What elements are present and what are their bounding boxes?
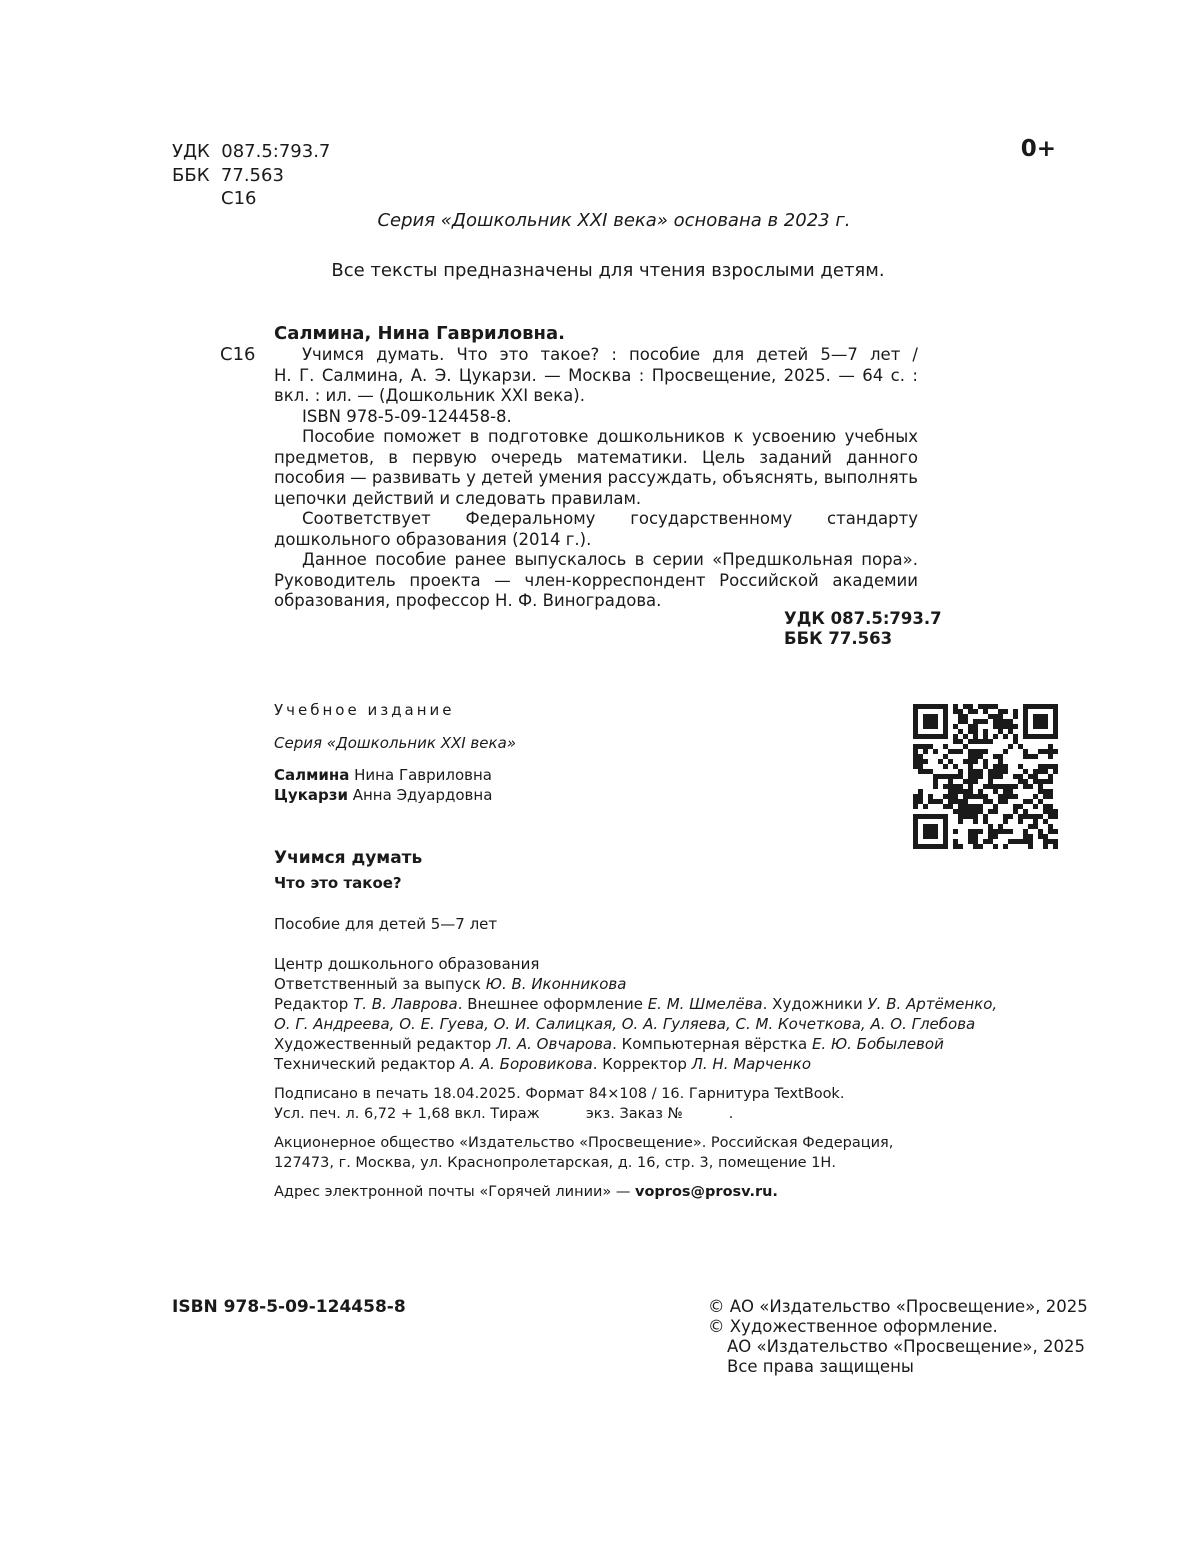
standard-note: Соответствует Федеральному государственному стандарту дошкольного образования (2014 г.). <box>274 509 918 549</box>
footer-isbn: ISBN 978-5-09-124458-8 <box>172 1297 406 1317</box>
annotation: Пособие поможет в подготовке дошкольников к усвоению учебных предметов, в первую очередь математики. Цель заданий данного пособия — развивать у детей умения рассуждать, объяснять, выполнять цепочки действий и следовать правилам. <box>274 427 918 508</box>
isbn-line: ISBN 978-5-09-124458-8. <box>302 406 512 426</box>
copyright-2: © Художественное оформление. <box>708 1317 998 1336</box>
print-line-2: Усл. печ. л. 6,72 + 1,68 вкл. Тираж экз. Заказ № . <box>274 1106 734 1122</box>
credit-role: . Художники <box>762 995 868 1013</box>
credit-role: . Компьютерная вёрстка <box>612 1035 812 1053</box>
copyright-4: Все права защищены <box>727 1357 914 1376</box>
copyright-1: © АО «Издательство «Просвещение», 2025 <box>708 1297 1088 1316</box>
credit-role: Технический редактор <box>274 1055 461 1073</box>
credit-line <box>274 974 997 994</box>
credit-person: У. В. Артёменко, <box>867 995 998 1013</box>
center-name: Центр дошкольного образования <box>274 955 540 973</box>
credit-role: Ответственный за выпуск <box>274 975 486 993</box>
author-heading: Салмина, Нина Гавриловна. <box>274 323 565 344</box>
credit-person: Е. М. Шмелёва <box>647 995 763 1013</box>
series-note: Серия «Дошкольник XXI века» основана в 2023 г. <box>377 210 851 231</box>
credit-line <box>274 1014 997 1034</box>
credit-role: Художественный редактор <box>274 1035 497 1053</box>
author-surname: Салмина <box>274 766 350 784</box>
imprint-author-2 <box>274 785 492 805</box>
author-name: Нина Гавриловна <box>349 766 492 784</box>
credit-person: Ю. В. Иконникова <box>485 975 627 993</box>
book-title: Учимся думать <box>274 848 423 868</box>
description-line: вкл. : ил. — (Дошкольник XXI века). <box>274 386 585 405</box>
bibliographic-record <box>274 345 918 612</box>
credit-person: Л. А. Овчарова <box>496 1035 613 1053</box>
credit-person: А. А. Боровикова <box>460 1055 593 1073</box>
author-mark: С16 <box>221 188 257 209</box>
author-name: Анна Эдуардовна <box>347 786 493 804</box>
print-line-1: Подписано в печать 18.04.2025. Формат 84×108 / 16. Гарнитура TextBook. <box>274 1086 845 1102</box>
author-surname: Цукарзи <box>274 786 348 804</box>
description-line: Учимся думать. Что это такое? : пособие для детей 5—7 лет / <box>302 345 918 364</box>
reading-note: Все тексты предназначены для чтения взрослыми детям. <box>331 260 885 281</box>
credit-line <box>274 994 997 1014</box>
audience: Пособие для детей 5—7 лет <box>274 915 498 933</box>
credit-role: . Внешнее оформление <box>457 995 648 1013</box>
udk-code: УДК 087.5:793.7 <box>172 141 331 162</box>
copyright-3: АО «Издательство «Просвещение», 2025 <box>727 1337 1085 1356</box>
hotline-email <box>274 1182 778 1202</box>
edition-type: Учебное издание <box>274 701 455 719</box>
classification-codes <box>172 140 330 211</box>
record-bbk: ББК 77.563 <box>784 629 893 648</box>
record-author-mark: С16 <box>220 344 256 365</box>
record-udk: УДК 087.5:793.7 <box>784 609 942 628</box>
publisher-line-1: Акционерное общество «Издательство «Просвещение». Российская Федерация, <box>274 1135 894 1151</box>
previous-series-note: Данное пособие ранее выпускалось в серии «Предшкольная пора». Руководитель проекта — член-корреспондент Российской академии образования, профессор Н. Ф. Виноградова. <box>274 550 918 610</box>
book-subtitle: Что это такое? <box>274 874 402 892</box>
credit-person: Т. В. Лаврова <box>353 995 458 1013</box>
credit-person: О. Г. Андреева, О. Е. Гуева, О. И. Салицкая, О. А. Гуляева, С. М. Кочеткова, А. О. Глебова <box>274 1015 976 1033</box>
credits <box>274 974 997 1074</box>
description-line: Н. Г. Салмина, А. Э. Цукарзи. — Москва : Просвещение, 2025. — 64 с. : <box>274 365 918 385</box>
credit-role: Редактор <box>274 995 354 1013</box>
credit-person: Л. Н. Марченко <box>691 1055 812 1073</box>
bbk-code: ББК 77.563 <box>172 164 284 186</box>
credit-line <box>274 1054 997 1074</box>
publisher-line-2: 127473, г. Москва, ул. Краснопролетарская, д. 16, стр. 3, помещение 1Н. <box>274 1155 836 1171</box>
email-address[interactable]: vopros@prosv.ru. <box>635 1184 778 1200</box>
qr-code-icon <box>913 704 1058 849</box>
email-label: Адрес электронной почты «Горячей линии» — <box>274 1184 636 1200</box>
imprint-series: Серия «Дошкольник XXI века» <box>274 734 517 752</box>
credit-person: Е. Ю. Бобылевой <box>811 1035 944 1053</box>
credit-role: . Корректор <box>592 1055 692 1073</box>
imprint-author-1 <box>274 765 492 785</box>
age-rating: 0+ <box>1020 136 1056 162</box>
credit-line <box>274 1034 997 1054</box>
